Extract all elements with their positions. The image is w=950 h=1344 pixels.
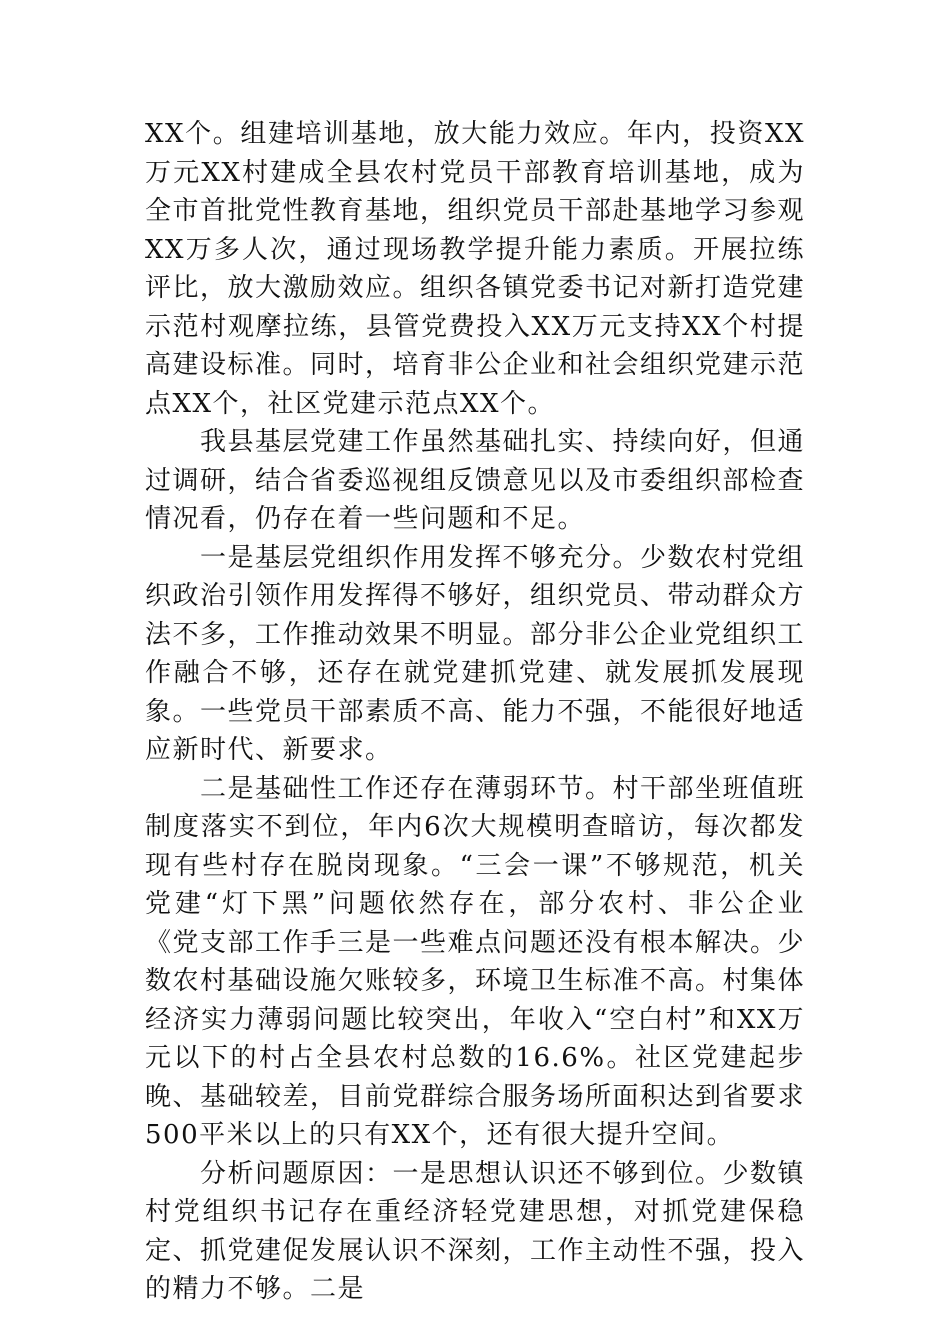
paragraph-cause-analysis: 分析问题原因：一是思想认识还不够到位。少数镇村党组织书记存在重经济轻党建思想，对抓党建保稳定、抓党建促发展认识不深刻，工作主动性不强，投入的精力不够。二是: [145, 1158, 806, 1304]
paragraph-continuation: XX个。组建培训基地，放大能力效应。年内，投资XX万元XX村建成全县农村党员干部教育培训基地，成为全市首批党性教育基地，组织党员干部赴基地学习参观XX万多人次，通过现场教学提升能力素质。开展拉练评比，放大激励效应。组织各镇党委书记对新打造党建示范村观摩拉练，县管党费投入XX万元支持XX个村提高建设标准。同时，培育非公企业和社会组织党建示范点XX个，社区党建示范点XX个。: [145, 119, 806, 419]
document-body: [145, 115, 805, 1309]
paragraph-problem-one: 一是基层党组织作用发挥不够充分。少数农村党组织政治引领作用发挥得不够好，组织党员、带动群众方法不多，工作推动效果不明显。部分非公企业党组织工作融合不够，还存在就党建抓党建、就发展抓发展现象。一些党员干部素质不高、能力不强，不能很好地适应新时代、新要求。: [145, 542, 806, 765]
paragraph-problem-two: 二是基础性工作还存在薄弱环节。村干部坐班值班制度落实不到位，年内6次大规模明查暗访，每次都发现有些村存在脱岗现象。“三会一课”不够规范，机关党建“灯下黑”问题依然存在，部分农村、非公企业《党支部工作手三是一些难点问题还没有根本解决。少数农村基础设施欠账较多，环境卫生标准不高。村集体经济实力薄弱问题比较突出，年收入“空白村”和XX万元以下的村占全县农村总数的16.6%。社区党建起步晚、基础较差，目前党群综合服务场所面积达到省要求500平米以上的只有XX个，还有很大提升空间。: [145, 773, 806, 1150]
paragraph-problems-intro: 我县基层党建工作虽然基础扎实、持续向好，但通过调研，结合省委巡视组反馈意见以及市委组织部检查情况看，仍存在着一些问题和不足。: [145, 427, 806, 534]
